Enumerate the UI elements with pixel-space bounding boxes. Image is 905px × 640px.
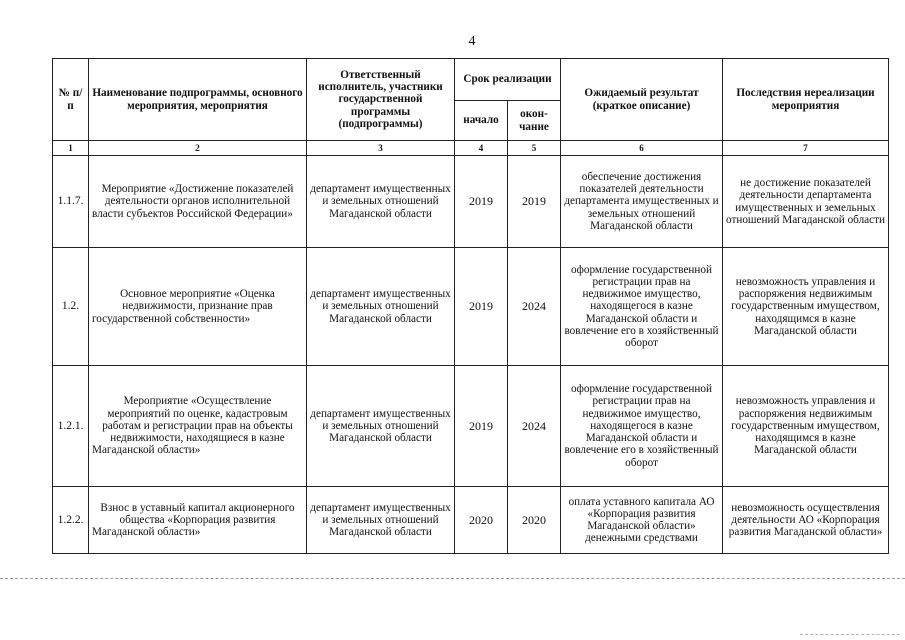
row-result: оформление государственной регистрации прав на недвижимое имущество, находящегося в казне Магаданской области и вовлечение его в хозяйственный оборот xyxy=(561,366,723,487)
row-num: 1.2. xyxy=(53,248,89,366)
row-end: 2024 xyxy=(508,366,561,487)
row-num: 1.1.7. xyxy=(53,156,89,248)
row-num: 1.2.2. xyxy=(53,487,89,554)
row-responsible: департамент имущественных и земельных отношений Магаданской области xyxy=(307,248,455,366)
page-edge-marks xyxy=(800,634,900,635)
column-number: 5 xyxy=(508,141,561,156)
header-result: Ожидаемый результат (краткое описание) xyxy=(561,59,723,141)
column-number: 2 xyxy=(89,141,307,156)
row-name: Основное мероприятие «Оценка недвижимости, признание прав государственной собственности» xyxy=(89,248,307,366)
row-start: 2020 xyxy=(455,487,508,554)
row-result: оплата уставного капитала АО «Корпорация развития Магаданской области» денежными средствами xyxy=(561,487,723,554)
row-result: обеспечение достижения показателей деятельности департамента имущественных и земельных отношений Магаданской области xyxy=(561,156,723,248)
header-responsible: Ответственный исполнитель, участники государственной программы (подпрограммы) xyxy=(307,59,455,141)
row-consequences: невозможность управления и распоряжения недвижимым государственным имуществом, находящимся в казне Магаданской области xyxy=(723,248,889,366)
header-term: Срок реализации xyxy=(455,59,561,101)
row-start: 2019 xyxy=(455,248,508,366)
measures-table xyxy=(52,58,889,554)
header-num: № п/п xyxy=(53,59,89,141)
table-row xyxy=(53,487,889,554)
row-consequences: не достижение показателей деятельности департамента имущественных и земельных отношений Магаданской области xyxy=(723,156,889,248)
column-number: 6 xyxy=(561,141,723,156)
row-consequences: невозможность управления и распоряжения недвижимым государственным имуществом, находящимся в казне Магаданской области xyxy=(723,366,889,487)
header-start: начало xyxy=(455,101,508,141)
column-number: 7 xyxy=(723,141,889,156)
column-number-row xyxy=(53,141,889,156)
row-start: 2019 xyxy=(455,366,508,487)
row-num: 1.2.1. xyxy=(53,366,89,487)
header-consequences: Последствия нереализации мероприятия xyxy=(723,59,889,141)
row-result: оформление государственной регистрации прав на недвижимое имущество, находящегося в казне Магаданской области и вовлечение его в хозяйственный оборот xyxy=(561,248,723,366)
row-responsible: департамент имущественных и земельных отношений Магаданской области xyxy=(307,366,455,487)
row-consequences: невозможность осуществления деятельности АО «Корпорация развития Магаданской области» xyxy=(723,487,889,554)
row-end: 2019 xyxy=(508,156,561,248)
table-row xyxy=(53,156,889,248)
row-start: 2019 xyxy=(455,156,508,248)
table-row xyxy=(53,366,889,487)
row-responsible: департамент имущественных и земельных отношений Магаданской области xyxy=(307,156,455,248)
row-name: Мероприятие «Достижение показателей деятельности органов исполнительной власти субъектов Российской Федерации» xyxy=(89,156,307,248)
page-number: 4 xyxy=(468,34,476,49)
row-name: Взнос в уставный капитал акционерного общества «Корпорация развития Магаданской области» xyxy=(89,487,307,554)
header-name: Наименование подпрограммы, основного мероприятия, мероприятия xyxy=(89,59,307,141)
header-end: окон-чание xyxy=(508,101,561,141)
page-bottom-divider xyxy=(0,578,905,579)
row-end: 2020 xyxy=(508,487,561,554)
row-end: 2024 xyxy=(508,248,561,366)
row-responsible: департамент имущественных и земельных отношений Магаданской области xyxy=(307,487,455,554)
row-name: Мероприятие «Осуществление мероприятий по оценке, кадастровым работам и регистрации прав на объекты недвижимости, находящиеся в казне Магаданской области» xyxy=(89,366,307,487)
column-number: 4 xyxy=(455,141,508,156)
column-number: 3 xyxy=(307,141,455,156)
table-row xyxy=(53,248,889,366)
column-number: 1 xyxy=(53,141,89,156)
